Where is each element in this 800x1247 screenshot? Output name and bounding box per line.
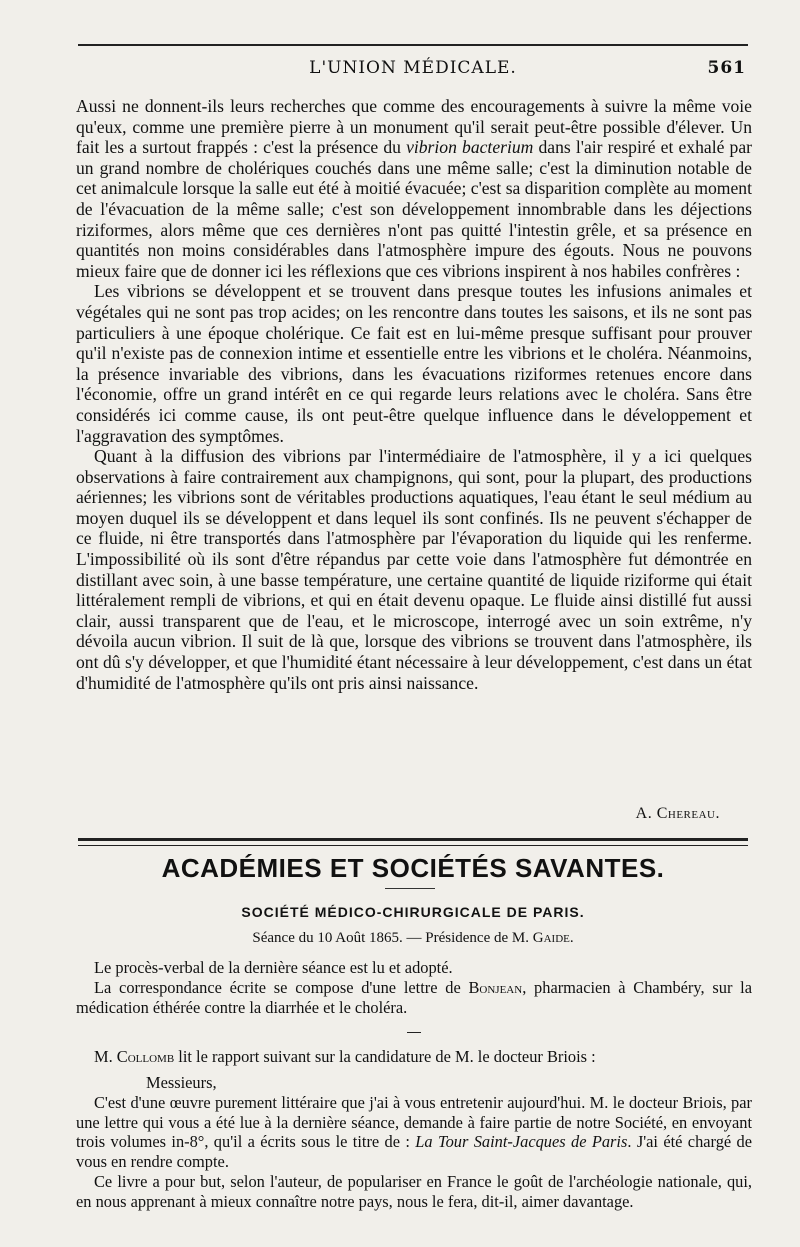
section-divider-thick	[78, 838, 748, 841]
paragraph: Ce livre a pour but, selon l'auteur, de populariser en France le goût de l'archéologie nationale, qui, en nous apprenant à mieux connaître notre pays, nous le fera, dit-il, aimer davantage.	[76, 1171, 752, 1211]
running-head	[78, 58, 748, 82]
salutation: Messieurs,	[146, 1072, 217, 1092]
article-body	[76, 96, 752, 693]
paragraph: Le procès-verbal de la dernière séance est lu et adopté.	[94, 958, 453, 977]
section-divider-thin	[78, 845, 748, 846]
paragraph: C'est d'une œuvre purement littéraire que j'ai à vous entretenir aujourd'hui. M. le docteur Briois, par une lettre qui vous a été lue à la dernière séance, demande à faire partie de notre Société, en envoyant trois volumes in-8°, qu'il a écrits sous le titre de : La Tour Saint-Jacques de Paris. J'ai été chargé de vous en rendre compte.	[76, 1092, 752, 1172]
paragraph: Les vibrions se développent et se trouvent dans presque toutes les infusions animales et végétales qui ne sont pas trop acides; on les rencontre dans toutes les saisons, et ils ne sont pas particuliers à une époque cholérique. Ce fait est en lui-même presque suffisant pour prouver qu'il n'existe pas de connexion intime et essentielle entre les vibrions et le choléra. Néanmoins, la présence invariable des vibrions, dans les évacuations riziformes retenues encore dans l'économie, offre un grand intérêt en ce qui regarde leurs relations avec le choléra. Sans être considérés ici comme cause, ils ont peut-être quelque influence dans le développement et l'aggravation des symptômes.	[76, 281, 752, 446]
book-title: La Tour Saint-Jacques de Paris	[415, 1132, 628, 1152]
separator-dash	[76, 1021, 752, 1041]
president-name: Gaide	[532, 930, 570, 946]
paragraph: Quant à la diffusion des vibrions par l'intermédiaire de l'atmosphère, il y a ici quelques observations à faire contrairement aux champignons, qui sont, pour la plupart, des productions aériennes; les vibrions sont de véritables productions aquatiques, l'eau étant le seul médium au moyen duquel ils se développent et dans lequel ils sont confinés. Ils ne peuvent s'échapper de ce fluide, ni être transportés dans l'atmosphère par l'évaporation du liquide qui les renferme. L'impossibilité où ils sont d'être répandus par cette voie dans l'atmosphère fut démontrée en distillant avec soin, à une basse température, une certaine quantité de liquide riziforme qui était littéralement rempli de vibrions, et qui en était devenu opaque. Le fluide ainsi distillé fut aussi clair, aussi transparent que de l'eau, et le microscope, interrogé avec un soin extrême, n'y dévoila aucun vibrion. Il suit de là que, lorsque des vibrions se trouvent dans l'atmosphère, ils ont dû s'y développer, et que l'humidité étant nécessaire à leur développement, c'est dans un état d'humidité de l'atmosphère qu'ils ont pris ainsi naissance.	[76, 446, 752, 693]
author-signature: A. Chereau.	[635, 805, 720, 822]
title-underline	[385, 888, 435, 889]
person-name: Bonjean	[468, 977, 523, 997]
italic-term: vibrion bacterium	[406, 137, 534, 158]
paragraph: M. Collomb lit le rapport suivant sur la candidature de M. le docteur Briois :	[94, 1047, 596, 1067]
society-heading: SOCIÉTÉ MÉDICO-CHIRURGICALE DE PARIS.	[241, 904, 585, 920]
session-minutes	[76, 958, 752, 1212]
paragraph: La correspondance écrite se compose d'une lettre de Bonjean, pharmacien à Chambéry, sur la médication éthérée contre la diarrhée et le choléra.	[76, 977, 752, 1017]
running-title: L'UNION MÉDICALE.	[309, 58, 517, 78]
header-rule	[78, 44, 748, 46]
page-number: 561	[707, 58, 746, 78]
person-name: Collomb	[116, 1047, 175, 1067]
seance-line: Séance du 10 Août 1865. — Présidence de M. Gaide.	[252, 930, 574, 946]
paragraph: Aussi ne donnent-ils leurs recherches que comme des encouragements à suivre la même voie qu'eux, comme une première pierre à un monument qu'il serait peut-être possible d'élever. Un fait les a surtout frappés : c'est la présence du vibrion bacterium dans l'air respiré et exhalé par un grand nombre de cholériques couchés dans une même salle; c'est la diminution notable de cet animalcule lorsque la salle eut été à moitié évacuée; c'est sa disparition complète au moment de l'évacuation de la même salle; c'est son développement innombrable dans les déjections riziformes, alors même que ces dernières n'ont pas quitté l'intestin grêle, et sa présence en quantités non moins considérables dans l'atmosphère impure des égouts. Nous ne pouvons mieux faire que de donner ici les réflexions que ces vibrions inspirent à nos habiles confrères :	[76, 96, 753, 281]
section-title: ACADÉMIES ET SOCIÉTÉS SAVANTES.	[161, 853, 665, 883]
